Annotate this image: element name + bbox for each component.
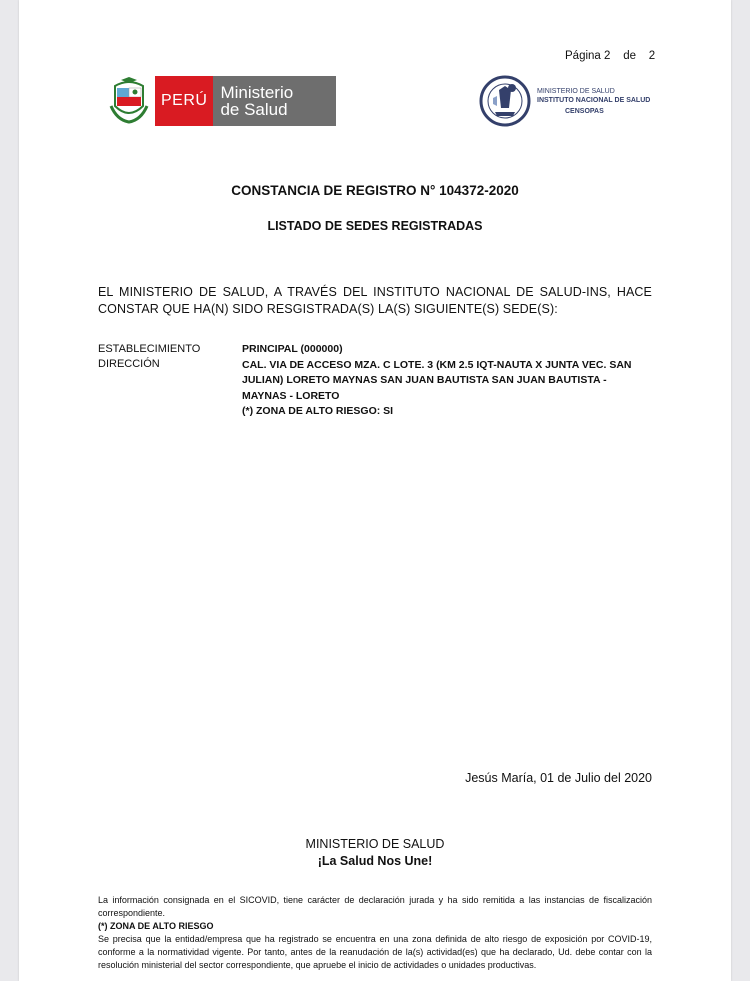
minsa-logo — [107, 76, 336, 126]
ministerio-line1: Ministerio — [220, 83, 294, 102]
footer-org: MINISTERIO DE SALUD — [305, 837, 445, 851]
note-heading: (*) ZONA DE ALTO RIESGO — [98, 921, 214, 931]
value-establecimiento: PRINCIPAL (000000) — [242, 343, 343, 355]
document-page — [19, 0, 731, 981]
peru-label: PERÚ — [161, 92, 208, 109]
ins-censopas-logo — [479, 74, 650, 128]
ins-line2: INSTITUTO NACIONAL DE SALUD — [537, 96, 651, 104]
ins-text-block — [537, 87, 650, 116]
value-direccion: CAL. VIA DE ACCESO MZA. C LOTE. 3 (KM 2.5 IQT-NAUTA X JUNTA VEC. SAN JULIAN) LORETO MAYNAS SAN JUAN BAUTISTA SAN JUAN BAUTISTA - MAYNAS - LORETO — [242, 358, 632, 402]
date-line: Jesús María, 01 de Julio del 2020 — [465, 771, 652, 785]
ins-line1: MINISTERIO DE SALUD — [537, 87, 615, 95]
page-number — [565, 50, 655, 62]
page-of: de — [623, 50, 636, 62]
ministerio-label-box — [213, 76, 336, 126]
ministerio-line2: de Salud — [220, 100, 288, 119]
field-values — [242, 342, 652, 420]
field-labels — [98, 342, 200, 372]
intro-paragraph: EL MINISTERIO DE SALUD, A TRAVÉS DEL INSTITUTO NACIONAL DE SALUD-INS, HACE CONSTAR QUE HA(N) SIDO RESGISTRADA(S) LA(S) SIGUIENTE(S) SEDE(S): — [98, 285, 652, 316]
document-title: CONSTANCIA DE REGISTRO N° 104372-2020 — [231, 183, 519, 198]
page-total: 2 — [648, 50, 656, 62]
ins-seal-icon — [479, 74, 531, 128]
document-subtitle: LISTADO DE SEDES REGISTRADAS — [267, 219, 483, 233]
label-direccion: DIRECCIÓN — [98, 358, 160, 370]
note-alto-riesgo: Se precisa que la entidad/empresa que ha registrado se encuentra en una zona definida de alto riesgo de exposición por COVID-19, conforme a la normatividad vigente. Por tanto, antes de la reanudación de la(s) actividad(es) que ha declarado, Ud. debe contar con la resolución ministerial del sector correspondiente, que apruebe el inicio de actividades o unidades productivas. — [98, 934, 652, 970]
ins-line3: CENSOPAS — [565, 107, 604, 115]
value-zona: (*) ZONA DE ALTO RIESGO: SI — [242, 405, 394, 417]
footer-note — [98, 894, 652, 972]
page-label: Página 2 — [565, 50, 611, 62]
note-declaration: La información consignada en el SICOVID, tiene carácter de declaración jurada y ha sido remitida a las instancias de fiscalización correspondiente. — [98, 895, 652, 918]
footer-slogan: ¡La Salud Nos Une! — [317, 854, 433, 868]
peru-label-box — [155, 76, 213, 126]
label-establecimiento: ESTABLECIMIENTO — [98, 343, 201, 355]
peru-coat-of-arms-icon — [107, 76, 151, 126]
